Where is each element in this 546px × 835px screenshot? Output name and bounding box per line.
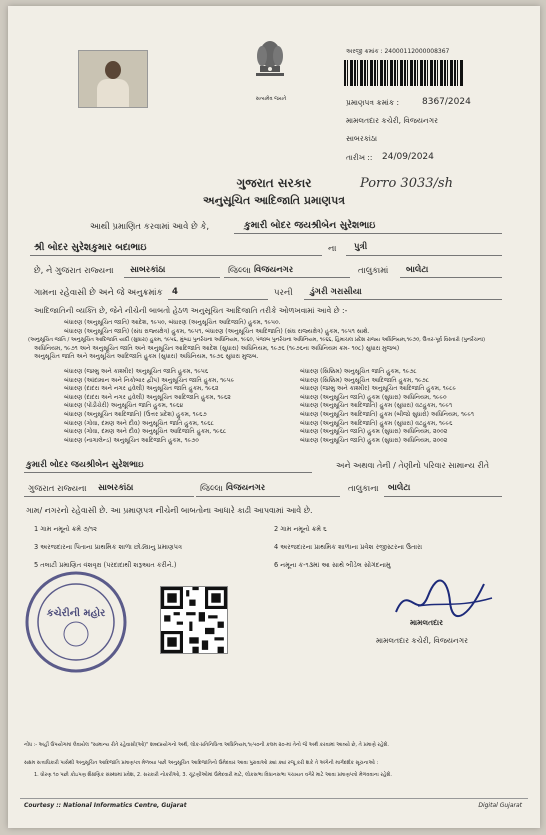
- footer: [20, 798, 528, 809]
- order-line: બંધારણ (સિક્કિમ) અનુસૂચિત આદિજાતિ હુકમ, ૧૯૭૮: [300, 376, 430, 384]
- district-value: સાબરકાંઠા: [130, 265, 166, 275]
- order-line: બંધારણ (જમ્મુ અને કાશ્મીર) અનુસૂચિત જાતિ હુકમ, ૧૯૫૬: [64, 368, 209, 375]
- issuing-office: મામલતદાર કચેરી, વિજયનગર: [346, 116, 438, 125]
- certify-text: આથી પ્રમાણિત કરવામાં આવે છે કે,: [90, 222, 210, 232]
- order-line: બંધારણ (જમ્મુ અને કાશ્મીર) અનુસૂચિત આદિજાતિ હુકમ, ૧૯૮૯: [300, 385, 457, 393]
- verification-qr-code: [160, 586, 228, 654]
- footer-courtesy: Courtesy :: National Informatics Centre, Gujarat: [24, 802, 187, 809]
- survey-text: ગામના રહેવાસી છે અને જે અનુક્રમાંક: [34, 288, 163, 298]
- footer-brand: Digital Gujarat: [478, 802, 522, 809]
- application-number: અરજી ક્રમાંક : 24000112000008367: [346, 48, 450, 55]
- order-line: બંધારણ (અનુસૂચિત આદિજાતિ) હુકમ (સુધારા) વટહુકમ, ૧૯૯૧: [300, 402, 453, 410]
- order-line: બંધારણ (ગોવા, દમણ અને દીવ) અનુસૂચિત જાતિ હુકમ, ૧૯૬૮: [64, 419, 214, 427]
- ashoka-emblem-icon: [248, 36, 292, 92]
- certificate-title: અનુસૂચિત આદિજાતિ પ્રમાણપત્ર: [202, 194, 346, 207]
- order-line: બંધારણ (સિક્કિમ) અનુસૂચિત જાતિ હુકમ, ૧૯૭૮: [300, 368, 417, 375]
- order-line: બંધારણ (નાગાલેન્ડ) અનુસૂચિત આદિજાતિ હુકમ, ૧૯૭૦: [64, 436, 199, 444]
- date-label: તારીખ ::: [346, 153, 373, 162]
- issuing-district: સાબરકાંઠા: [346, 134, 378, 143]
- application-barcode: [344, 60, 464, 86]
- relation-prefix: ના: [328, 244, 337, 254]
- subdistrict-value: વિજયનગર: [254, 265, 294, 275]
- order-line: બંધારણ (અનુસૂચિત આદિજાતિ) હુકમ (સુધારા) વટહુકમ, ૧૯૯૬: [300, 419, 453, 427]
- evidence-item: 2 ગામ નમૂનો ક્રમે ૬: [274, 525, 327, 533]
- order-line: બંધારણ (દાદરા અને નગર હવેલી) અનુસૂચિત જાતિ હુકમ, ૧૯૬૨: [64, 385, 219, 393]
- applicant-photo: [78, 50, 148, 108]
- signatory-title: મામલતદાર: [410, 618, 443, 627]
- issue-basis-text: ગામ/ નગરનો રહેવાસી છે. આ પ્રમાણપત્ર નીચેની બાબતોના આધારે કાઢી આપવામાં આવે છે.: [26, 506, 313, 515]
- relation: પુત્રી: [354, 242, 368, 252]
- order-line: બંધારણ (ગોવા, દમણ અને દીવ) અનુસૂચિત આદિજાતિ હુકમ, ૧૯૬૮: [64, 428, 227, 436]
- office-seal-stamp: [24, 570, 128, 674]
- certificate-number-label: પ્રમાણપત્ર ક્રમાંક :: [346, 98, 400, 107]
- district-value-2: સાબરકાંઠા: [98, 483, 134, 493]
- evidence-item: 3 અરજદારના પિતાના પ્રાથમિક શાળા છોડ્યાનુ પ્રમાણપત્ર: [34, 543, 183, 551]
- officer-signature: [388, 572, 498, 628]
- family-text: અને અથવા તેની / તેણીનો પરિવાર સામાન્ય રીતે: [336, 461, 490, 470]
- taluka-label-2: તાલુકાના: [348, 484, 379, 494]
- resident-text: છે, ને ગુજરાત રાજ્યના: [34, 266, 114, 276]
- evidence-item: 5 તલાટી પ્રમાણિત વંશવૃક્ષ (પરદાદાથી શરૂઆત કરીને.): [34, 561, 177, 569]
- serial-number: 4: [172, 287, 178, 297]
- subdistrict-value-2: વિજયનગર: [226, 483, 266, 493]
- evidence-item: 1 ગામ નમૂનો ક્રમે ૭/૧૨: [34, 525, 98, 533]
- tribe-clause: આદિજાતિની વ્યક્તિ છે, જેને નીચેની બાબતો હેઠળ અનુસૂચિત આદિજાતિ તરીકે ઓળખવામાં આવે છે :-: [34, 306, 348, 315]
- taluka-value-2: બાલેટા: [388, 483, 411, 493]
- applicant-name: કુમારી બોદર જયશ્રીબેન સુરેશભાઇ: [244, 220, 376, 231]
- order-line: બંધારણ (અનુસૂચિત આદિજાતિ) (ઉત્તર પ્રદેશ) હુકમ, ૧૯૬૭: [64, 410, 207, 418]
- father-name: શ્રી બોદર સુરેશકુમાર બદાભાઇ: [34, 242, 147, 253]
- taluka-label: તાલુકામાં: [358, 266, 389, 276]
- order-line: બંધારણ (આંદામાન અને નિકોબાર દ્વીપ) અનુસૂચિત જાતિ હુકમ, ૧૯૫૯: [64, 376, 235, 384]
- order-line: બંધારણ (અનુસૂચિત જાતિ) (સંઘ રાજ્યક્ષેત્ર) હુકમ, ૧૯૫૧, બંધારણ (અનુસૂચિત આદિજાતિ) (સંઘ રાજ્યક્ષેત્ર) હુકમ, ૧૯૫૧ સાથે.: [64, 327, 370, 335]
- orders-right-list: [300, 368, 520, 445]
- evidence-item: 6 નમૂના ક-૧૩માં આ સાથે બીડેલ સોગંદનામુ: [274, 561, 391, 569]
- state-text: ગુજરાત રાજ્યના: [28, 484, 87, 494]
- certificate-page: [8, 6, 540, 828]
- order-line: અધિનિયમ, ૧૯૭૧ અને અનુસૂચિત જાતિ અને અનુસૂચિત આદિજાતિ આદેશ (સુધારા) અધિનિયમ, ૧૯૭૬ (૧૯૭૬ના અધિનિયમ ક્રમ- ૧૦૮) સુધારા મુજબ): [34, 344, 400, 352]
- issue-date: 24/09/2024: [382, 152, 434, 162]
- order-line: બંધારણ (પોંડીચેરી) અનુસૂચિત જાતિ હુકમ, ૧૯૬૪: [64, 402, 184, 410]
- handwritten-note: Porro 3033/sh: [360, 176, 453, 191]
- order-line: (અનુસૂચિત જાતિ / અનુસૂચિત આદિજાતિ યાદી (સુધારા) હુકમ, ૧૯૫૬, મુંબઇ પુનર્રચના અધિનિયમ, ૧૯૬૦, પંજાબ પુનર્રચના અધિનિયમ, ૧૯૬૬, હિમાચલ પ્રદેશ રાજ્ય અધિનિયમ,૧૯૭૦, ઉત્તર-પૂર્વ વિસ્તારો (પુનર્રચના): [28, 337, 486, 344]
- order-line: બંધારણ (અનુસૂચિત જાતિ) આદેશ, ૧૯૫૦, બંધારણ (અનુસૂચિત આદિજાતિ) હુકમ, ૧૯૫૦.: [64, 319, 281, 326]
- stamp-text: કચેરીની મહોર: [46, 608, 106, 619]
- order-line: બંધારણ (અનુસૂચિત જાતિ) હુકમ (સુધારા) અધિનિયમ, ૨૦૦૨: [300, 428, 448, 436]
- evidence-item: 4 અરજદારના પ્રાથમિક શાળાના પ્રવેશ રજીસ્ટરના ઉતારા: [274, 543, 423, 551]
- order-line: અનુસૂચિત જાતિ અને અનુસૂચિત આદિજાતિ હુકમ (સુધારા) અધિનિયમ, ૧૯૭૬ સુધારા મુજબ.: [34, 353, 259, 361]
- government-title: ગુજરાત સરકાર: [236, 176, 312, 190]
- certificate-number: 8367/2024: [422, 97, 471, 107]
- order-line: બંધારણ (અનુસૂચિત આદિજાતિ) હુકમ (બીજો સુધારો) અધિનિયમ, ૧૯૯૧: [300, 410, 474, 418]
- emblem-caption: સત્યમેવ જયતે: [255, 96, 287, 102]
- note-guidance: સક્ષમ સત્તાધિકારી પાસેથી અનુસૂચિત આદિજાતિ પ્રમાણપત્ર મેળવ્યા પછી અનુસૂચિત આદિજાતિનો ઉમેદવાર આવા પુરાવાઓ ક્યાં ક્યાં રજૂ કરી શકે તે અંગેની માર્ગદર્શક સૂચનાઓ :: [24, 760, 379, 766]
- taluka-value: બાલેટા: [406, 265, 429, 275]
- tribe-prefix: પરની: [274, 288, 293, 298]
- note-usage: નોંધ :- અહીં ઉપયોગમાં લેવાયેલ "સામાન્ય રીતે રહેવાસી(ઓ)" શબ્દપ્રયોગનો અર્થ, લોક-પ્રતિનિધિત્વ અધિનિયમ,૧૯૫૦ની કલમ ૨૦-માં તેનો જે અર્થ કરવામાં આવ્યો છે, તે પ્રમાણે રહેશે.: [24, 742, 389, 748]
- tribe-name: ડુંગરી ગરાસીયા: [310, 287, 362, 297]
- order-line: બંધારણ (અનુસૂચિત જાતિ) હુકમ (સુધારા) અધિનિયમ, ૨૦૦૨: [300, 436, 448, 444]
- note-uses: 1. ધોરણ ૧૦ પછી કોઇપણ શૈક્ષણિક સંસ્થામાં પ્રવેશ, 2. સરકારી નોકરીઓ, 3. ચૂંટણીઓમાં ઉમેદવારી માટે, લોકસભા વિધાનસભા પંચાયત વગેરે માટે આવા પ્રમાણપત્રો મેળવવાના રહેશે.: [34, 772, 392, 778]
- orders-left-list: [64, 368, 284, 445]
- order-line: બંધારણ (દાદરા અને નગર હવેલી) અનુસૂચિત આદિજાતિ હુકમ, ૧૯૬૨: [64, 393, 231, 401]
- order-line: બંધારણ (અનુસૂચિત જાતિ) હુકમ (સુધારા) અધિનિયમ, ૧૯૯૦: [300, 393, 447, 401]
- district-label: જિલ્લા: [228, 266, 251, 276]
- district-label-2: જિલ્લા: [200, 484, 223, 494]
- family-name: કુમારી બોદર જયશ્રીબેન સુરેશભાઇ: [26, 460, 144, 470]
- signatory-office: મામલતદાર કચેરી, વિજયનગર: [376, 636, 468, 645]
- orders-top-list: [28, 319, 514, 362]
